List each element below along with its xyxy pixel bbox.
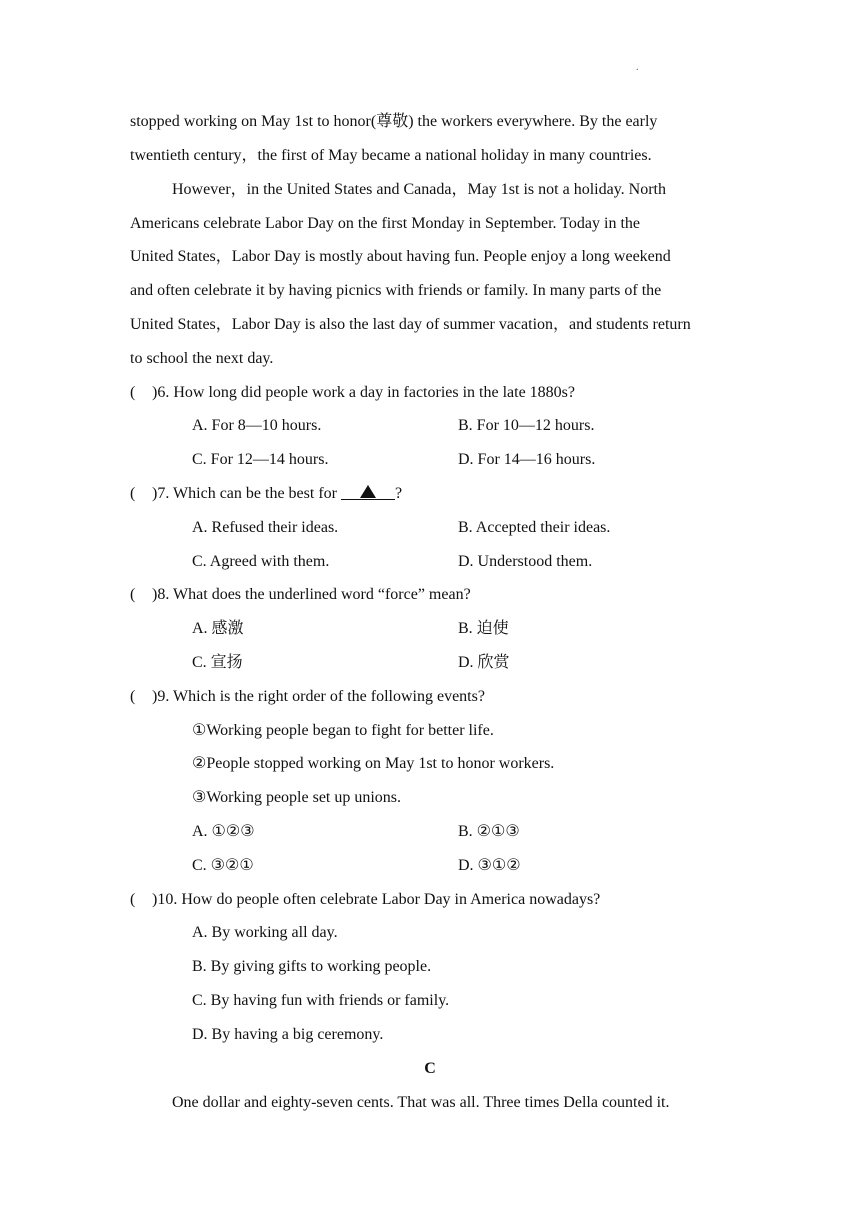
answer-paren[interactable]: ( (130, 891, 136, 908)
answer-paren[interactable]: ( (130, 384, 136, 401)
question-text: )10. How do people often celebrate Labor Day in America nowadays? (152, 891, 601, 908)
passage-line: stopped working on May 1st to honor(尊敬) the workers everywhere. By the early (130, 113, 658, 130)
passage-line: United States，Labor Day is mostly about having fun. People enjoy a long weekend (130, 248, 671, 265)
option-b: B. ②①③ (458, 823, 520, 840)
option-b: B. For 10—12 hours. (458, 417, 595, 434)
option-b: B. 迫使 (458, 620, 509, 637)
fill-blank (341, 485, 395, 500)
event-item: ③Working people set up unions. (192, 789, 402, 806)
option-a: A. By working all day. (192, 924, 338, 941)
corner-mark: . (636, 62, 639, 73)
option-c: C. For 12—14 hours. (192, 451, 329, 468)
question-10-stem (130, 890, 600, 910)
passage-line: and often celebrate it by having picnics with friends or family. In many parts of the (130, 282, 662, 299)
passage-line: However，in the United States and Canada，May 1st is not a holiday. North (172, 181, 666, 198)
question-text: )7. Which can be the best for (152, 485, 341, 502)
answer-paren[interactable]: ( (130, 688, 136, 705)
triangle-icon (360, 485, 376, 498)
question-8-stem (130, 585, 471, 605)
option-d: D. For 14—16 hours. (458, 451, 596, 468)
section-c-first-line: One dollar and eighty-seven cents. That was all. Three times Della counted it. (172, 1094, 670, 1111)
option-d: D. Understood them. (458, 553, 593, 570)
option-a: A. Refused their ideas. (192, 519, 339, 536)
option-a: A. For 8—10 hours. (192, 417, 322, 434)
passage-line: United States，Labor Day is also the last day of summer vacation，and students return (130, 316, 691, 333)
option-a: A. 感激 (192, 620, 244, 637)
event-item: ①Working people began to fight for better life. (192, 722, 494, 739)
question-text: )8. What does the underlined word “force” mean? (152, 586, 471, 603)
passage-line: to school the next day. (130, 350, 274, 367)
answer-paren[interactable]: ( (130, 586, 136, 603)
question-6-stem (130, 383, 575, 403)
passage-line: twentieth century，the first of May became a national holiday in many countries. (130, 147, 652, 164)
option-c: C. Agreed with them. (192, 553, 330, 570)
question-text-end: ? (394, 485, 403, 502)
option-d: D. By having a big ceremony. (192, 1026, 384, 1043)
option-a: A. ①②③ (192, 823, 255, 840)
question-7-stem (130, 484, 402, 504)
section-heading: C (424, 1060, 436, 1077)
option-c: C. By having fun with friends or family. (192, 992, 450, 1009)
question-9-stem (130, 687, 485, 707)
answer-paren[interactable]: ( (130, 485, 136, 502)
option-b: B. Accepted their ideas. (458, 519, 611, 536)
option-b: B. By giving gifts to working people. (192, 958, 432, 975)
event-item: ②People stopped working on May 1st to honor workers. (192, 755, 555, 772)
question-text: )9. Which is the right order of the following events? (152, 688, 485, 705)
option-c: C. 宣扬 (192, 654, 243, 671)
option-d: D. 欣赏 (458, 654, 510, 671)
question-text: )6. How long did people work a day in factories in the late 1880s? (152, 384, 575, 401)
passage-line: Americans celebrate Labor Day on the first Monday in September. Today in the (130, 215, 640, 232)
option-c: C. ③②① (192, 857, 254, 874)
option-d: D. ③①② (458, 857, 521, 874)
